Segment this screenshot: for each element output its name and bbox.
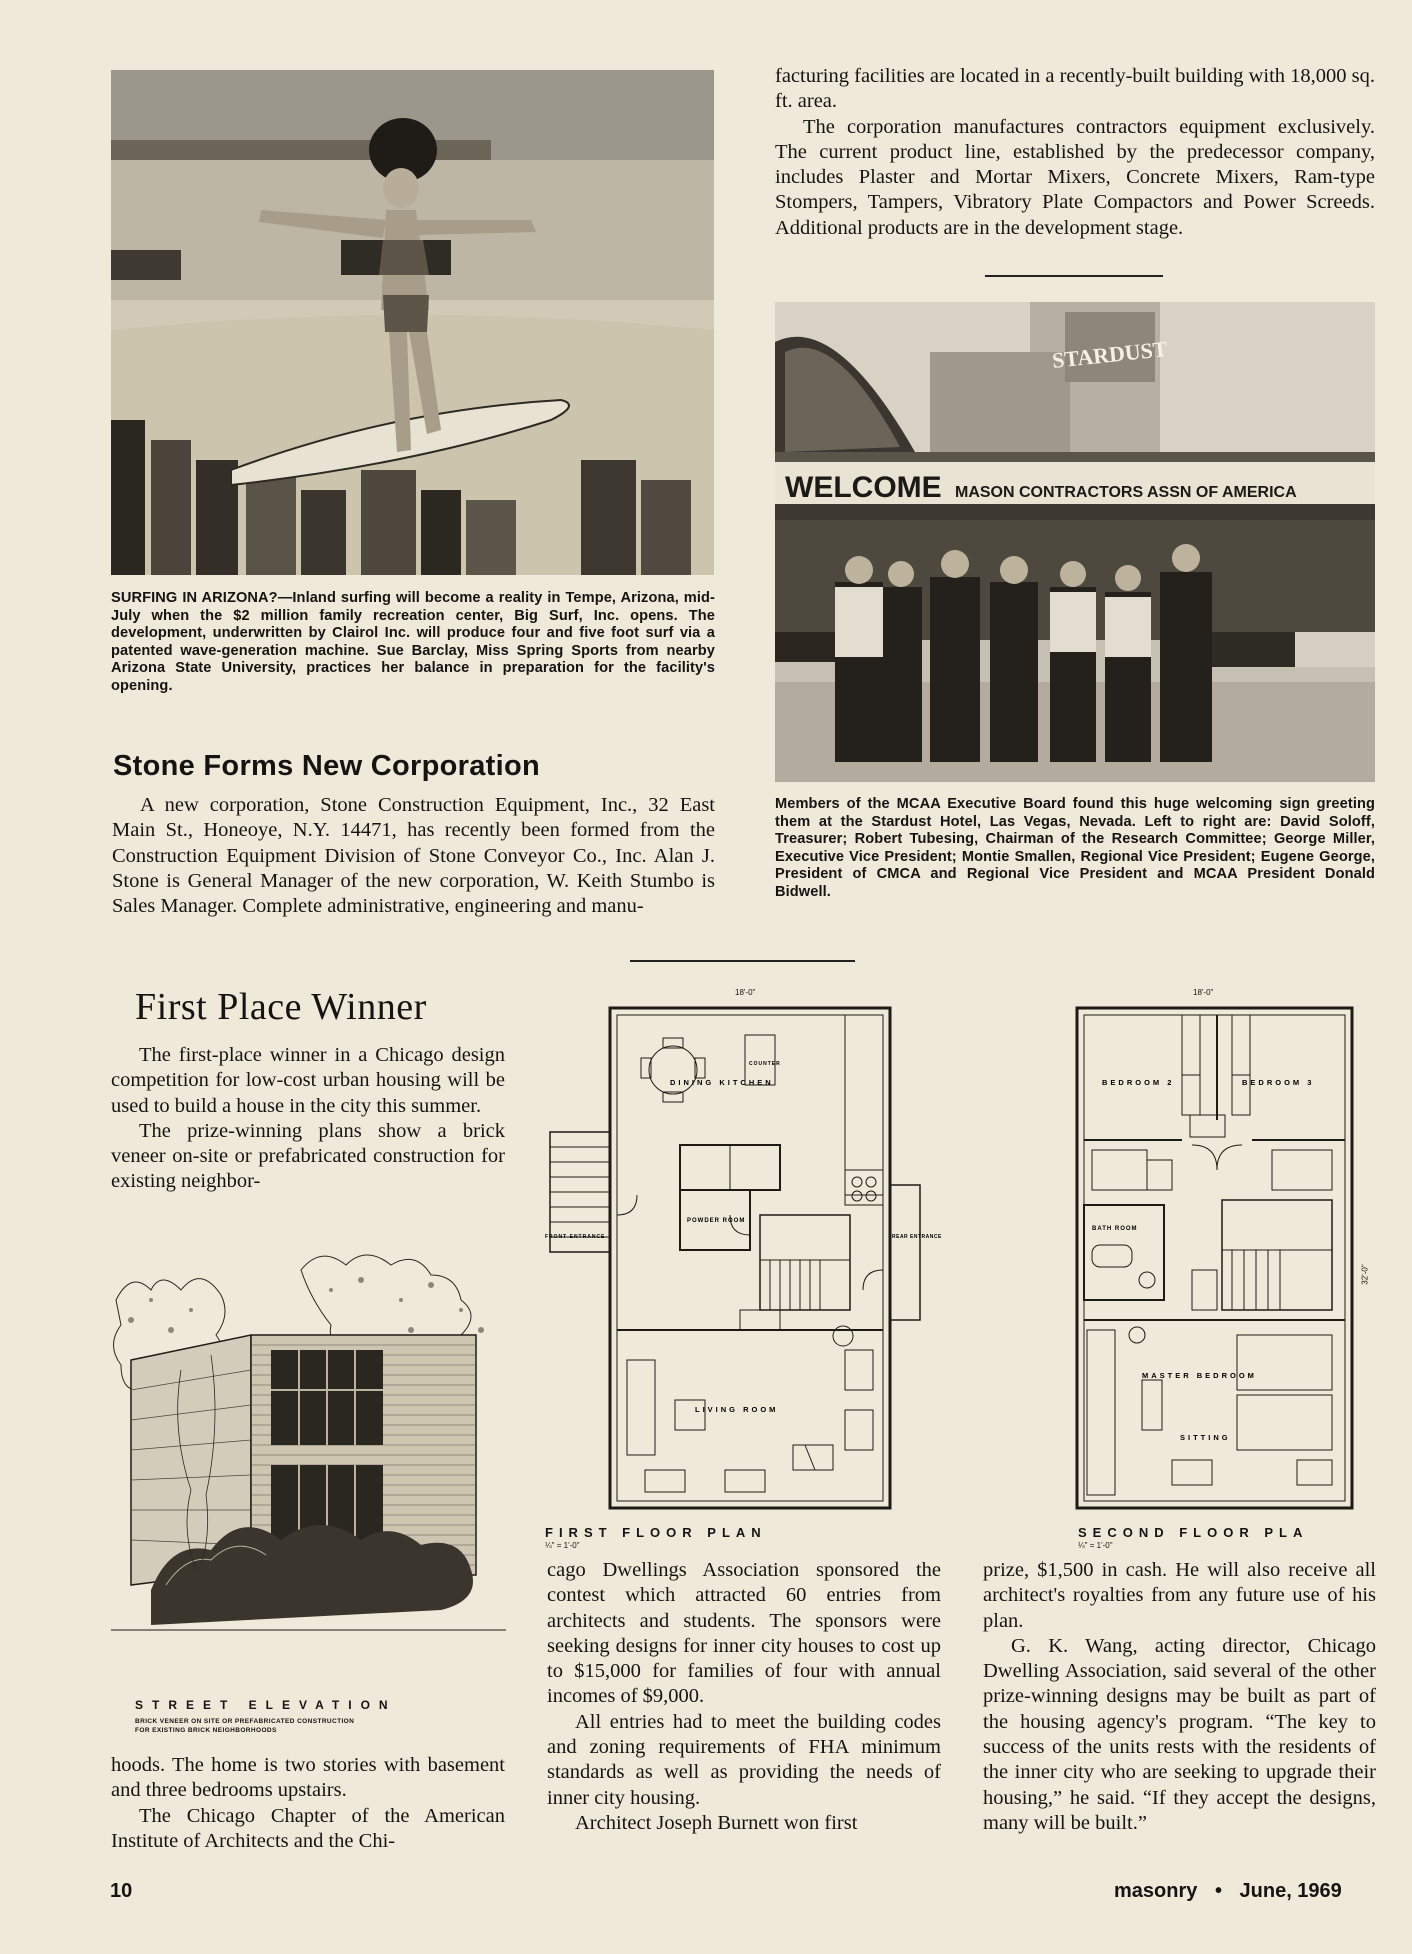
second-floor-plan-icon — [1072, 1000, 1357, 1520]
powder-room-label: POWDER ROOM — [687, 1218, 746, 1224]
winner-col1-bottom — [111, 1753, 505, 1854]
bedroom3-label: BEDROOM 3 — [1242, 1078, 1315, 1087]
front-entrance-label: FRONT ENTRANCE — [545, 1234, 606, 1240]
sign-welcome-text: WELCOME — [785, 471, 942, 504]
dining-kitchen-label: DINING KITCHEN — [670, 1078, 774, 1087]
living-room-label: LIVING ROOM — [695, 1405, 779, 1414]
second-floor-plan-drawing — [1072, 1000, 1357, 1520]
stone-article-right — [775, 64, 1375, 241]
counter-label: COUNTER — [749, 1061, 781, 1067]
winner-col1-p3: hoods. The home is two stories with basement and three bedrooms upstairs. — [111, 1754, 505, 1802]
rear-entrance-label: REAR ENTRANCE — [892, 1234, 942, 1240]
winner-col2-p3: Architect Joseph Burnett won first — [575, 1811, 858, 1834]
winner-col3-p1: prize, $1,500 in cash. He will also receive all architect's royalties from any future use of his plan. — [983, 1559, 1376, 1632]
street-elevation-sublabel-1: BRICK VENEER ON SITE OR PREFABRICATED CONSTRUCTION — [135, 1718, 355, 1725]
magazine-name: masonry — [1114, 1880, 1198, 1902]
divider-center — [630, 960, 855, 962]
first-floor-scale: ¼" = 1'-0" — [545, 1541, 580, 1550]
bedroom2-label: BEDROOM 2 — [1102, 1078, 1175, 1087]
street-elevation-drawing — [111, 1240, 506, 1665]
winner-col1-top — [111, 1043, 505, 1195]
second-floor-scale: ¼" = 1'-0" — [1078, 1541, 1113, 1550]
winner-col2-p1: cago Dwellings Association sponsored the contest which attracted 60 entries from architects and students. The sponsors were seeking designs for inner city houses to cost up to $15,000 for families of four with annual incomes of $9,000. — [547, 1559, 941, 1708]
issue-date: June, 1969 — [1239, 1880, 1342, 1902]
winner-col3 — [983, 1558, 1376, 1836]
stardust-photo — [775, 302, 1375, 782]
master-bedroom-label: MASTER BEDROOM — [1142, 1371, 1257, 1380]
stone-para1: A new corporation, Stone Construction Equipment, Inc., 32 East Main St., Honeoye, N.Y. 14471, has recently been formed from the Construction Equipment Division of Stone Conveyor Co., Inc. Alan J. Stone is General Manager of the new corporation, W. Keith Stumbo is Sales Manager. Complete administrative, engineering and manu- — [112, 794, 715, 918]
stardust-caption: Members of the MCAA Executive Board found this huge welcoming sign greeting them at the Stardust Hotel, Las Vegas, Nevada. Left to right are: David Soloff, Treasurer; Robert Tubesing, Chairman of the Research Committee; George Miller, Executive Vice President; Montie Smallen, Regional Vice President; Eugene George, President of CMCA and Regional Vice President and MCAA President Donald Bidwell. — [775, 796, 1375, 900]
second-floor-width-dim: 18'-0" — [1193, 988, 1214, 997]
house-elevation-icon — [111, 1240, 506, 1665]
winner-col2 — [547, 1558, 941, 1836]
sign-mcaa-text: MASON CONTRACTORS ASSN OF AMERICA — [955, 484, 1297, 501]
second-floor-plan-label: SECOND FLOOR PLA — [1078, 1525, 1309, 1540]
surfing-photo — [111, 70, 714, 575]
surfing-caption: SURFING IN ARIZONA?—Inland surfing will become a reality in Tempe, Arizona, mid-July when the $2 million family recreation center, Big Surf, Inc. opens. The development, underwritten by Clairol Inc. will produce four and five foot surf via a patented wave-generation machine. Sue Barclay, Miss Spring Sports from nearby Arizona State University, practices her balance in preparation for the facility's opening. — [111, 590, 715, 694]
street-elevation-sublabel-2: FOR EXISTING BRICK NEIGHBORHOODS — [135, 1727, 277, 1734]
stone-headline: Stone Forms New Corporation — [113, 750, 541, 782]
divider-right-top — [985, 275, 1163, 277]
woman-surfing-photo-image — [111, 70, 714, 575]
stone-para2: The corporation manufactures contractors equipment exclusively. The current product line, established by the predecessor company, includes Plaster and Mortar Mixers, Concrete Mixers, Ram-type Stompers, Tampers, Vibratory Plate Compactors and Power Screeds. Additional products are in the development stage. — [775, 115, 1375, 239]
stardust-hotel-image — [775, 302, 1375, 782]
first-floor-width-dim: 18'-0" — [735, 988, 756, 997]
street-elevation-label: STREET ELEVATION — [135, 1698, 397, 1712]
winner-col1-p2: The prize-winning plans show a brick veneer on-site or prefabricated construction for existing neighbor- — [111, 1119, 505, 1193]
first-floor-plan-label: FIRST FLOOR PLAN — [545, 1525, 767, 1540]
first-floor-plan-icon — [545, 1000, 945, 1520]
page-number: 10 — [110, 1880, 133, 1902]
winner-col1-p4: The Chicago Chapter of the American Institute of Architects and the Chi- — [111, 1804, 505, 1852]
stone-article-left — [112, 793, 715, 919]
footer-publication — [1114, 1880, 1342, 1903]
sitting-label: SITTING — [1180, 1433, 1231, 1442]
winner-col2-p2: All entries had to meet the building codes and zoning requirements of FHA minimum standards as well as providing the needs of inner city housing. — [547, 1710, 941, 1809]
winner-col1-p1: The first-place winner in a Chicago design competition for low-cost urban housing will be used to build a house in the city this summer. — [111, 1044, 505, 1117]
bath-room-label: BATH ROOM — [1092, 1226, 1138, 1232]
footer-bullet-icon: • — [1214, 1880, 1222, 1902]
stone-para1-cont: facturing facilities are located in a recently-built building with 18,000 sq. ft. area. — [775, 65, 1376, 113]
winner-headline: First Place Winner — [135, 986, 427, 1028]
sign-stardust-text: STARDUST — [1050, 336, 1169, 373]
first-floor-plan-drawing — [545, 1000, 945, 1520]
second-floor-depth-dim: 32'-0" — [1360, 1264, 1370, 1285]
winner-col3-p2: G. K. Wang, acting director, Chicago Dwelling Association, said several of the other prize-winning designs may be built as part of the housing agency's program. “The key to success of the units rests with the residents of the inner city who are seeking to upgrade their housing,” he said. “If they accept the designs, many will be built.” — [983, 1634, 1376, 1834]
